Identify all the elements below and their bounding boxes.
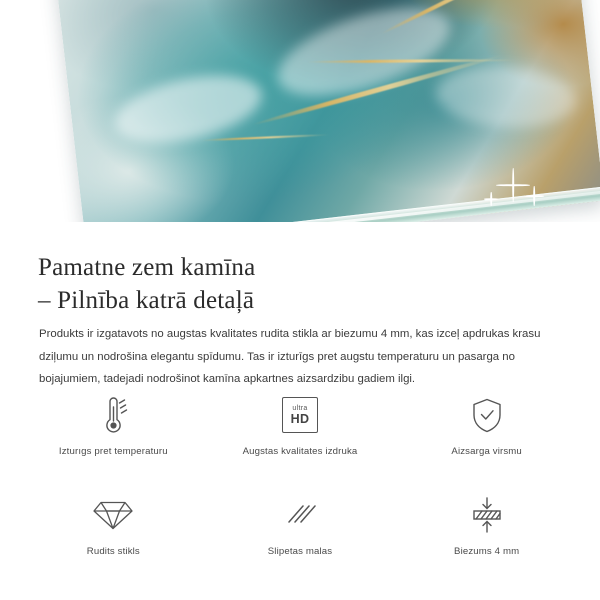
feature-label: Aizsarga virsmu xyxy=(451,446,522,457)
glass-panel-artwork xyxy=(54,0,600,222)
page-title-line-2: – Pilnība katrā detaļā xyxy=(38,286,255,314)
feature-item-polished-edges xyxy=(207,492,394,578)
feature-label: Augstas kvalitates izdruka xyxy=(242,446,358,457)
feature-item-tempered-glass xyxy=(20,492,207,578)
hero-image xyxy=(0,0,600,222)
feature-item-surface-protection xyxy=(393,392,580,478)
ultra-hd-icon xyxy=(282,392,318,438)
product-description-text: Produkts ir izgatavots no augstas kvalitates rudita stikla ar biezumu 4 mm, kas izceļ apdrukas krasu dziļumu un nodrošina elegantu spīdumu. Tas ir izturīgs pret augstu temperaturu un pasarga no bojajumiem, tadejadi nodrošinot kamīna apkartnes aizsardzibu gadiem ilgi. xyxy=(39,328,541,385)
feature-item-temperature xyxy=(20,392,207,478)
thickness-icon xyxy=(466,492,508,538)
diamond-icon xyxy=(92,492,134,538)
feature-list xyxy=(20,392,580,578)
ultra-hd-badge-top: ultra xyxy=(292,404,308,412)
feature-label: Slipetas malas xyxy=(267,546,333,557)
feature-label: Izturıgs pret temperaturu xyxy=(58,446,168,457)
ultra-hd-badge-main: HD xyxy=(290,411,310,426)
feature-label: Rudits stikls xyxy=(86,546,140,557)
page-title xyxy=(38,251,568,317)
feature-item-print-quality xyxy=(207,392,394,478)
marble-abstract-art xyxy=(54,0,600,222)
feature-label: Biezums 4 mm xyxy=(454,546,520,557)
thermometer-icon xyxy=(93,392,133,438)
feature-item-thickness xyxy=(393,492,580,578)
page-title-line-1: Pamatne zem kamīna xyxy=(38,253,256,281)
shield-check-icon xyxy=(467,392,507,438)
polished-edges-icon xyxy=(279,492,321,538)
